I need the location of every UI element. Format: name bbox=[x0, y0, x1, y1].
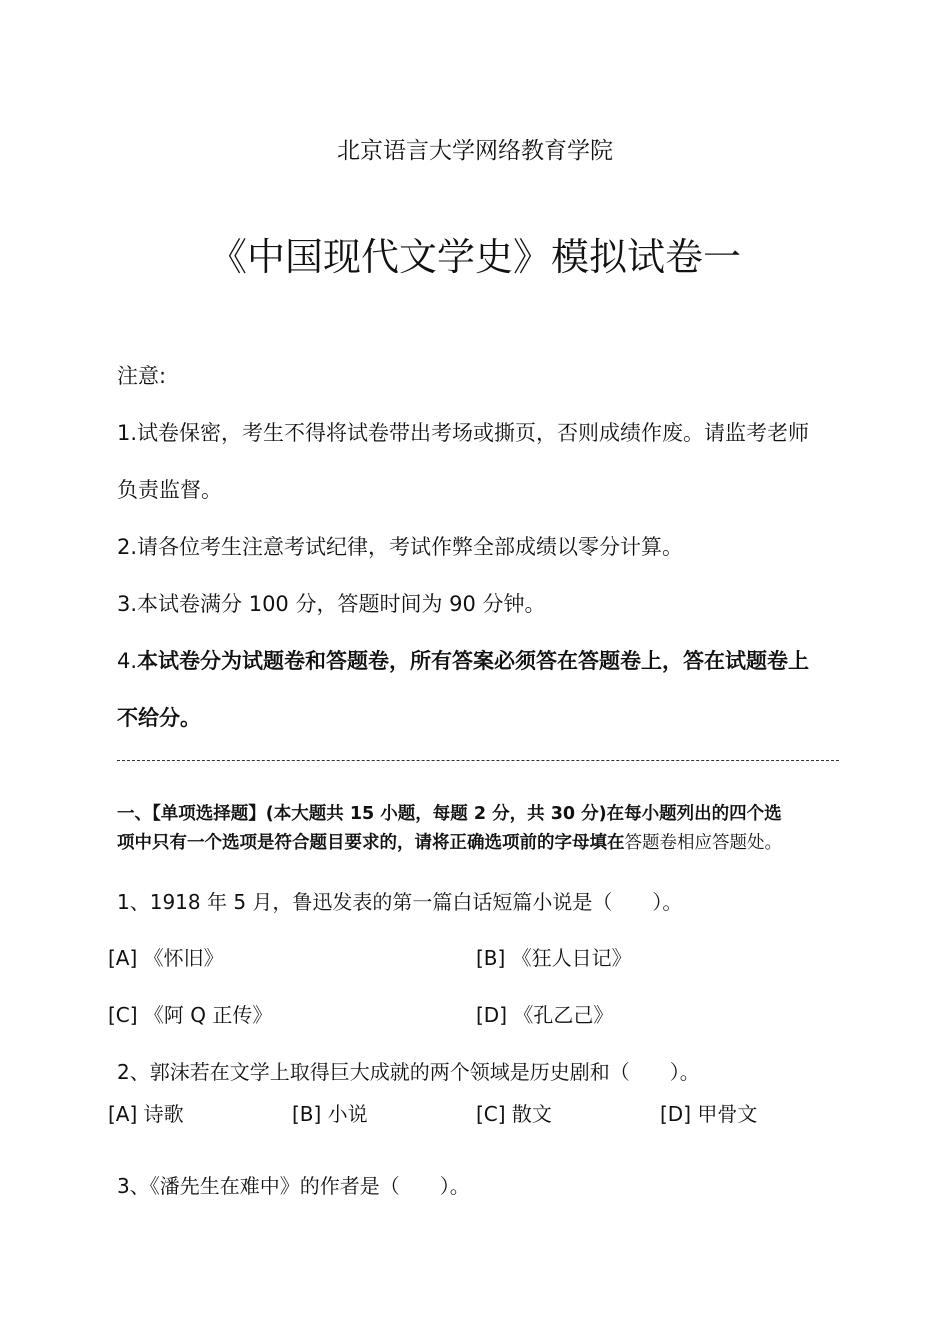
question-2-option-a: [A] 诗歌 bbox=[108, 1102, 184, 1126]
section-1-heading-normal-part: 答题卷相应答题处。 bbox=[624, 833, 782, 853]
question-2-option-d: [D] 甲骨文 bbox=[660, 1102, 758, 1126]
notice-item-2: 2.请各位考生注意考试纪律，考试作弊全部成绩以零分计算。 bbox=[117, 535, 684, 559]
section-1-heading-line-1: 一、【单项选择题】(本大题共 15 小题，每题 2 分，共 30 分)在每小题列出的四个选 bbox=[117, 804, 782, 824]
question-3: 3、《潘先生在难中》的作者是（ ）。 bbox=[117, 1174, 470, 1198]
notice-item-4-line-1 bbox=[117, 645, 809, 675]
notice-item-4-line-2: 不给分。 bbox=[117, 706, 201, 730]
notice-item-1-line-1: 1.试卷保密，考生不得将试卷带出考场或撕页，否则成绩作废。请监考老师 bbox=[117, 421, 810, 445]
notice-label: 注意: bbox=[117, 364, 167, 388]
institution-name: 北京语言大学网络教育学院 bbox=[337, 138, 613, 164]
question-1-option-a: [A] 《怀旧》 bbox=[108, 946, 224, 970]
question-1-option-c: [C] 《阿 Q 正传》 bbox=[108, 1003, 273, 1027]
question-2-option-c: [C] 散文 bbox=[476, 1102, 552, 1126]
notice-item-3: 3.本试卷满分 100 分，答题时间为 90 分钟。 bbox=[117, 592, 546, 616]
question-1-option-d: [D] 《孔乙己》 bbox=[476, 1003, 614, 1027]
question-2: 2、郭沫若在文学上取得巨大成就的两个领域是历史剧和（ ）。 bbox=[117, 1060, 700, 1084]
notice-item-4-bold-text: 本试卷分为试题卷和答题卷，所有答案必须答在答题卷上，答在试题卷上 bbox=[137, 649, 810, 673]
question-1-option-b: [B] 《狂人日记》 bbox=[476, 946, 632, 970]
section-1-heading-line-2 bbox=[117, 829, 782, 854]
notice-item-4-number: 4. bbox=[117, 649, 138, 673]
dashed-divider bbox=[117, 760, 839, 761]
section-1-heading-bold-part: 项中只有一个选项是符合题目要求的，请将正确选项前的字母填在 bbox=[117, 833, 625, 853]
question-2-option-b: [B] 小说 bbox=[292, 1102, 368, 1126]
exam-title: 《中国现代文学史》模拟试卷一 bbox=[208, 235, 741, 279]
notice-item-1-line-2: 负责监督。 bbox=[117, 478, 222, 502]
question-1: 1、1918 年 5 月，鲁迅发表的第一篇白话短篇小说是（ ）。 bbox=[117, 890, 683, 914]
